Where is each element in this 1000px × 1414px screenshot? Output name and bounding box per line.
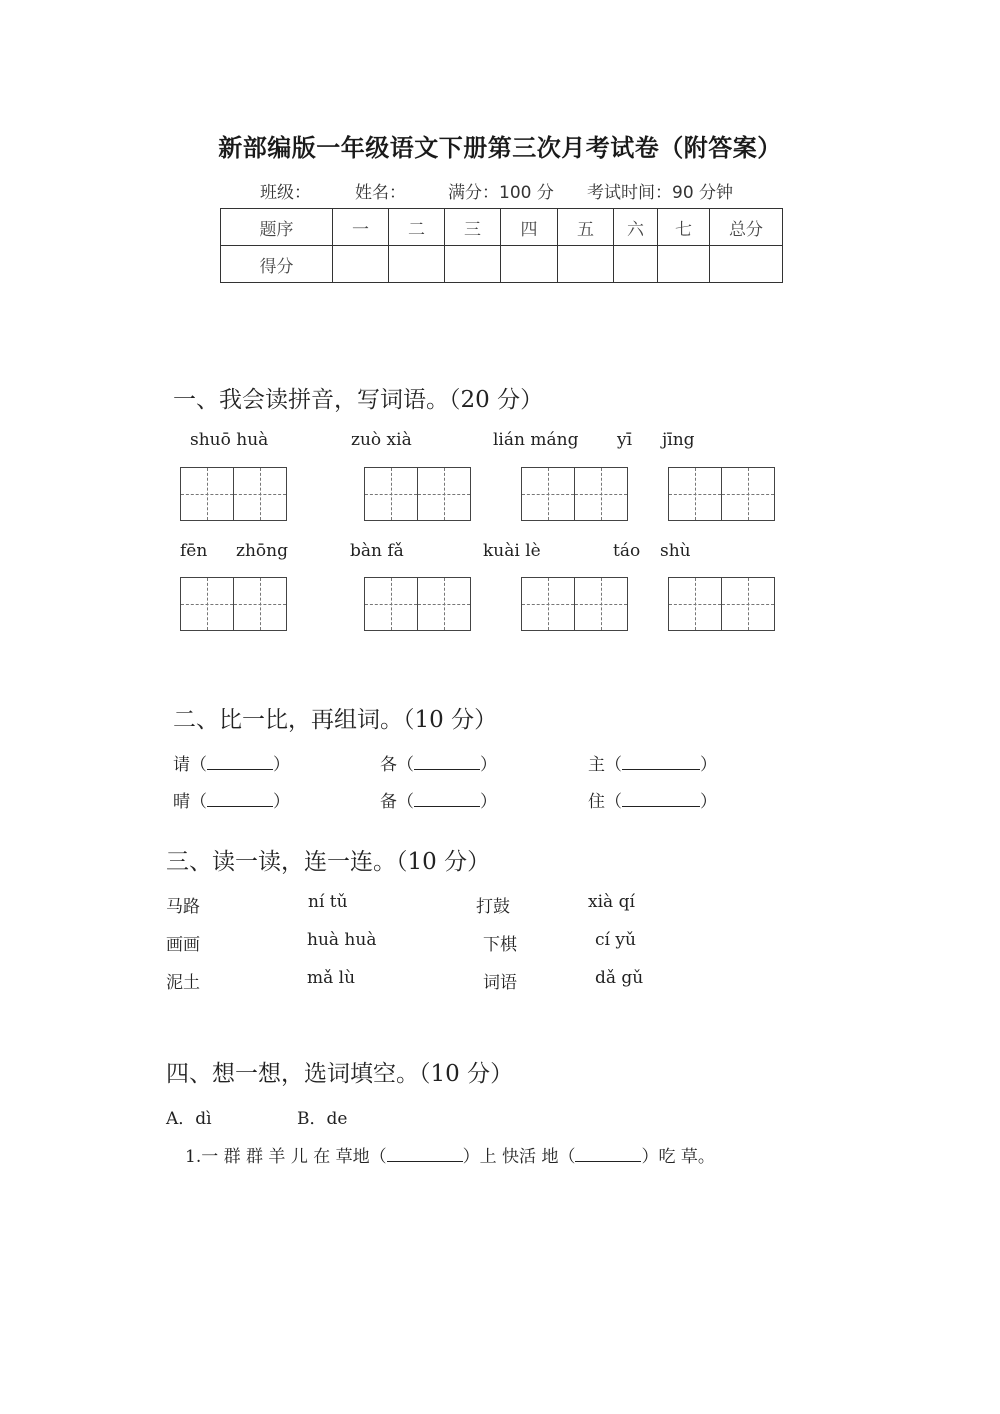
answer-blank[interactable] xyxy=(207,790,273,807)
score-cell[interactable] xyxy=(389,246,445,283)
match-pinyin[interactable]: xià qí xyxy=(588,892,635,912)
match-word[interactable]: 泥土 xyxy=(166,973,200,993)
score-cell[interactable] xyxy=(658,246,710,283)
score-cell[interactable] xyxy=(445,246,501,283)
score-table-header-cell: 五 xyxy=(558,209,614,246)
pinyin-label: zhōng xyxy=(236,541,288,561)
pinyin-label: kuài lè xyxy=(483,541,541,561)
match-pinyin[interactable]: cí yǔ xyxy=(595,930,636,950)
compare-item: 请（ ） xyxy=(173,755,290,775)
pinyin-label: yī xyxy=(617,430,633,450)
answer-blank[interactable] xyxy=(414,753,480,770)
section1-title: 一、我会读拼音，写词语。（20 分） xyxy=(173,387,544,413)
pinyin-label: lián máng xyxy=(493,430,579,450)
tianzige-grid[interactable] xyxy=(364,467,471,521)
score-cell[interactable] xyxy=(558,246,614,283)
score-table xyxy=(220,208,783,283)
match-pinyin[interactable]: huà huà xyxy=(307,930,377,950)
pinyin-label: shuō huà xyxy=(190,430,269,450)
compare-item: 各（ ） xyxy=(380,755,497,775)
option-a: A．dì xyxy=(166,1109,212,1129)
match-pinyin[interactable]: ní tǔ xyxy=(308,892,348,912)
pinyin-label: jīng xyxy=(662,430,695,450)
score-cell[interactable] xyxy=(501,246,558,283)
score-table-header-cell: 四 xyxy=(501,209,558,246)
score-table-header-cell: 六 xyxy=(614,209,658,246)
score-cell[interactable] xyxy=(614,246,658,283)
match-pinyin[interactable]: dǎ gǔ xyxy=(595,968,644,988)
answer-blank[interactable] xyxy=(207,753,273,770)
tianzige-grid[interactable] xyxy=(668,467,775,521)
tianzige-grid[interactable] xyxy=(364,577,471,631)
name-label: 姓名： xyxy=(355,183,406,203)
score-table-score-row xyxy=(221,246,783,283)
score-table-header-cell: 三 xyxy=(445,209,501,246)
match-word[interactable]: 马路 xyxy=(166,897,200,917)
question-1: 1.一 群 群 羊 儿 在 草地（ ）上 快活 地（ ）吃 草。 xyxy=(185,1147,715,1167)
match-word[interactable]: 打鼓 xyxy=(476,897,510,917)
section4-title: 四、想一想，选词填空。（10 分） xyxy=(166,1061,514,1087)
match-pinyin[interactable]: mǎ lù xyxy=(307,968,356,988)
tianzige-grid[interactable] xyxy=(180,467,287,521)
compare-item: 晴（ ） xyxy=(173,792,290,812)
score-table-header-cell: 七 xyxy=(658,209,710,246)
full-score-label: 满分：100 分 xyxy=(448,183,554,203)
compare-item: 主（ ） xyxy=(588,755,717,775)
score-table-header-cell: 总分 xyxy=(710,209,783,246)
pinyin-label: shù xyxy=(660,541,691,561)
tianzige-grid[interactable] xyxy=(521,577,628,631)
pinyin-label: zuò xià xyxy=(351,430,412,450)
pinyin-label: fēn xyxy=(180,541,208,561)
answer-blank[interactable] xyxy=(622,753,700,770)
class-label: 班级： xyxy=(260,183,311,203)
pinyin-label: táo xyxy=(613,541,641,561)
match-word[interactable]: 画画 xyxy=(166,935,200,955)
score-table-header-cell: 题序 xyxy=(221,209,333,246)
score-cell[interactable] xyxy=(333,246,389,283)
score-table-row-label: 得分 xyxy=(221,246,333,283)
match-word[interactable]: 下棋 xyxy=(483,935,517,955)
page-title: 新部编版一年级语文下册第三次月考试卷（附答案） xyxy=(218,133,782,162)
section3-title: 三、读一读，连一连。（10 分） xyxy=(166,849,491,875)
tianzige-grid[interactable] xyxy=(668,577,775,631)
answer-blank[interactable] xyxy=(414,790,480,807)
option-b: B．de xyxy=(297,1109,348,1129)
answer-blank[interactable] xyxy=(575,1145,641,1162)
answer-blank[interactable] xyxy=(622,790,700,807)
answer-blank[interactable] xyxy=(387,1145,463,1162)
compare-item: 备（ ） xyxy=(380,792,497,812)
section2-title: 二、比一比，再组词。（10 分） xyxy=(173,707,498,733)
score-table-header-row xyxy=(221,209,783,246)
exam-time-label: 考试时间：90 分钟 xyxy=(587,183,734,203)
tianzige-grid[interactable] xyxy=(521,467,628,521)
compare-item: 住（ ） xyxy=(588,792,717,812)
match-word[interactable]: 词语 xyxy=(483,973,517,993)
score-cell[interactable] xyxy=(710,246,783,283)
score-table-header-cell: 一 xyxy=(333,209,389,246)
pinyin-label: bàn fǎ xyxy=(350,541,404,561)
score-table-header-cell: 二 xyxy=(389,209,445,246)
tianzige-grid[interactable] xyxy=(180,577,287,631)
